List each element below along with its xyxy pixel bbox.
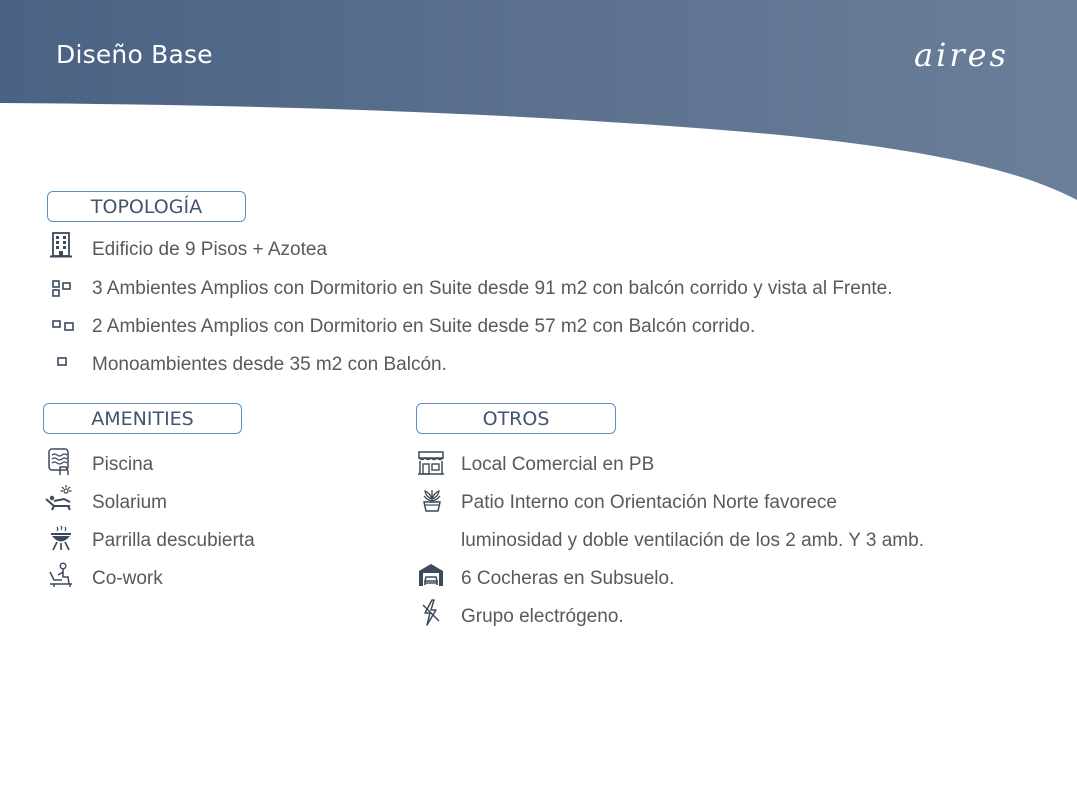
amenities-tag: AMENITIES	[43, 403, 242, 434]
store-icon	[416, 450, 446, 476]
topologia-item-3-ambientes: 3 Ambientes Amplios con Dormitorio en Suite desde 91 m2 con balcón corrido y vista al Frente.	[92, 278, 893, 299]
two-rooms-icon	[51, 318, 77, 334]
otros-item-local: Local Comercial en PB	[461, 454, 655, 475]
topologia-item-monoambientes: Monoambientes desde 35 m2 con Balcón.	[92, 354, 447, 375]
amenities-item-piscina: Piscina	[92, 454, 154, 475]
otros-item-patio: Patio Interno con Orientación Norte favorece	[461, 492, 837, 513]
brand-logo: aires	[914, 36, 1009, 74]
header-band	[0, 0, 1077, 210]
sun-lounger-icon	[44, 485, 76, 511]
garage-icon	[417, 562, 445, 588]
plant-icon	[421, 487, 443, 513]
otros-item-patio-line2: luminosidad y doble ventilación de los 2 amb. Y 3 amb.	[461, 530, 924, 551]
lightning-icon	[420, 598, 442, 628]
pool-icon	[46, 447, 74, 477]
otros-tag: OTROS	[416, 403, 616, 434]
topologia-tag: TOPOLOGÍA	[47, 191, 246, 222]
otros-item-grupo-electrogeno: Grupo electrógeno.	[461, 606, 624, 627]
amenities-item-cowork: Co-work	[92, 568, 163, 589]
topologia-item-building: Edificio de 9 Pisos + Azotea	[92, 239, 328, 260]
amenities-item-solarium: Solarium	[92, 492, 167, 513]
grill-icon	[49, 525, 73, 551]
single-room-icon	[56, 356, 70, 368]
building-icon	[50, 231, 72, 259]
page-title: Diseño Base	[56, 40, 213, 69]
topologia-item-2-ambientes: 2 Ambientes Amplios con Dormitorio en Suite desde 57 m2 con Balcón corrido.	[92, 316, 756, 337]
three-rooms-icon	[51, 279, 73, 299]
amenities-item-parrilla: Parrilla descubierta	[92, 530, 255, 551]
cowork-icon	[48, 562, 74, 588]
otros-item-cocheras: 6 Cocheras en Subsuelo.	[461, 568, 675, 589]
